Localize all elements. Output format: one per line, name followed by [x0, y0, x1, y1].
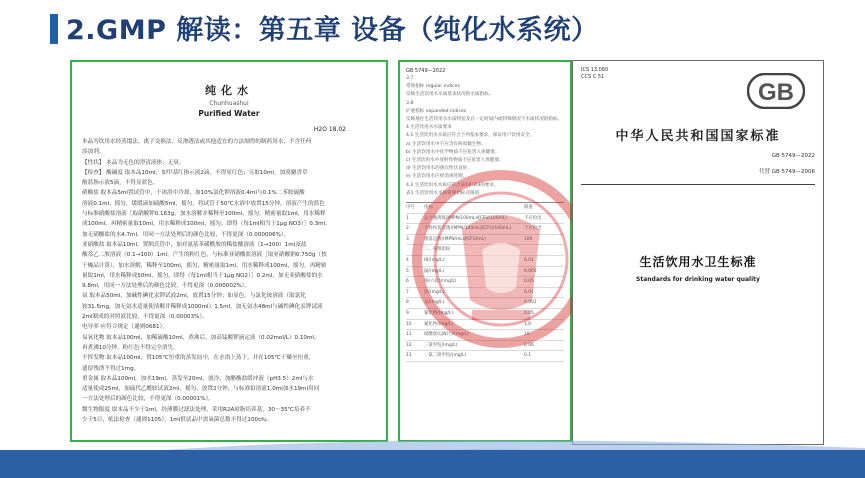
table-cell: 1 [406, 215, 409, 221]
table-cell: 11 [406, 332, 412, 338]
table-cell: 0.05 [524, 310, 534, 316]
inner-page-line: d) 生活饮用水的感官性状良好； [406, 166, 472, 172]
table-cell: 菌落总数/(MPN/mL或CFU/mL) [424, 236, 486, 242]
ccs-code: CCS C 51 [581, 74, 605, 80]
table-row [406, 214, 564, 225]
table-cell: 3 [406, 236, 409, 242]
table-row [406, 245, 564, 256]
table-row [406, 235, 564, 246]
monograph-line: 再煮沸10分钟，粉红色不得完全消失。 [82, 344, 179, 351]
monograph-line: 【性状】 本品为无色的澄清液体；无臭。 [82, 159, 185, 166]
monograph-line: 酸萘乙二胺溶液（0.1→100）1ml，产生的粉红色，与标准亚硝酸盐溶液［取亚硝酸钠0.750g（按 [82, 252, 327, 259]
monograph-line: 加无硝酸盐的水4.7ml，用同一方法处理后的颜色比较，不得更深（0.000006%）。 [82, 231, 290, 238]
page-header-code: GB 5749—2022 [406, 68, 446, 74]
monograph-body [82, 137, 376, 425]
monograph-line: 酚蓝指示液5滴，不得显蓝色。 [82, 180, 159, 187]
table-row [406, 288, 564, 299]
table-row [406, 298, 564, 309]
table-cell: 0.01 [524, 258, 534, 264]
monograph-line: 与标准硝酸盐溶液［取硝酸钾0.163g，加水溶解并稀释至100ml，摇匀，精密量取1ml，用水稀释 [82, 211, 326, 218]
monograph-line: 一方法处理后的颜色比较，不得更深（0.00001%）。 [82, 396, 214, 403]
inner-page-line: c) 生活饮用水中放射性物质不应危害人体健康； [406, 158, 504, 164]
table-row [406, 267, 564, 278]
inner-page-line: 3.7 [406, 76, 414, 81]
table-row [406, 320, 564, 331]
monograph-line: 微生物限度 取本品不少于1ml，经薄膜过滤法处理，采用R2A琼脂培养基，30～35℃培养不 [82, 406, 311, 413]
ics-code: ICS 13.060 [581, 67, 609, 73]
monograph-line: 2ml制成的对照液比较，不得更深（0.00003%）。 [82, 314, 208, 321]
purified-water-monograph [70, 60, 388, 442]
monograph-line: 量取1ml，用水稀释成50ml，摇匀，即得（每1ml相当于1μg NO2）］0.2ml，加无亚硝酸盐的水 [82, 272, 323, 279]
national-standard-heading: 中华人民共和国国家标准 [615, 129, 781, 144]
table-cell: 氟化物/(mg/L) [424, 321, 454, 327]
inner-page-line: 常规指标 regular indices [406, 84, 460, 90]
table-cell: 2 [406, 226, 409, 232]
monograph-line: 少于5日，依法检查（通则1105），1ml供试品中需氧菌总数不得过100cfu。 [82, 417, 273, 424]
table-row [406, 203, 564, 214]
monograph-title: 纯化水 [205, 84, 253, 97]
table-cell: 铅/(mg/L) [424, 289, 445, 295]
monograph-line: 9.8ml，用同一方法处理后的颜色比较，不得更深（0.000002%）。 [82, 283, 251, 290]
table-row [406, 224, 564, 235]
title-accent-bar [50, 14, 58, 44]
monograph-line: 铵31.5mg，加无氨水适量使溶解并稀释成1000ml）1.5ml，加无氨水48ml与碱性碘化汞钾试液 [82, 303, 323, 310]
inner-page-line: a) 生活饮用水中不应含有病原微生物； [406, 141, 486, 147]
table-cell: 0.001 [524, 300, 537, 306]
standard-english-title: Standards for drinking water quality [636, 276, 760, 283]
table-cell: 7 [406, 289, 409, 295]
table-cell [406, 245, 424, 255]
table-cell: 8 [406, 300, 409, 306]
table-cell: 4 [406, 258, 409, 264]
table-cell: 二、毒理指标 [424, 247, 451, 253]
table-cell: 砷/(mg/L) [424, 258, 445, 264]
inner-page-line: b) 生活饮用水中化学物质不应危害人体健康； [406, 149, 500, 155]
slide-title: 2.GMP 解读：第五章 设备（纯化水系统） [66, 15, 599, 46]
table-cell: 限值 [524, 205, 533, 211]
gb5749-inner-page [398, 60, 572, 442]
table-cell: 镉/(mg/L) [424, 268, 445, 274]
standard-title: 生活饮用水卫生标准 [639, 255, 757, 269]
table-cell: 0.06 [524, 342, 534, 348]
table-row [406, 330, 564, 341]
gb-logo-icon [747, 73, 805, 109]
inner-page-line: 4.2 生活饮用水水质应符合表1和表3的要求。 [406, 182, 499, 188]
table-cell: 0.01 [524, 289, 534, 295]
table-cell: 指标 [424, 205, 433, 211]
table-cell: 9 [406, 310, 409, 316]
water-quality-table [406, 202, 564, 362]
table-cell: 硝酸盐(以N计)/(mg/L) [424, 332, 469, 338]
monograph-line: 【检查】 酸碱度 取本品10ml，加甲基红指示液2滴，不得显红色；另取10ml，加溴麝香草 [82, 169, 308, 176]
table-cell: 铬(六价)/(mg/L) [424, 279, 457, 285]
standard-number: GB 5749—2022 [771, 153, 815, 159]
inner-page-line: e) 生活饮用水应经消毒处理。 [406, 174, 468, 180]
monograph-line: 添加剂。 [82, 149, 105, 156]
table-cell: 100 [524, 236, 533, 242]
inner-page-line: 4 生活饮用水水质要求 [406, 125, 452, 131]
table-cell: 一氯二溴甲烷/(mg/L) [424, 353, 467, 359]
table-cell: 大肠埃希氏菌/(MPN/100mL或CFU/100mL) [424, 226, 512, 232]
table-cell: 12 [406, 342, 412, 348]
table-cell: 三氯甲烷/(mg/L) [424, 342, 458, 348]
monograph-line: 适量使成25ml，加硫代乙酰胺试液2ml，摇匀，放置2分钟，与标准铅溶液1.0ml加水19ml用同 [82, 386, 320, 393]
inner-page-line: 反映生活饮用水水质基本状况的水质指标。 [406, 92, 494, 98]
monograph-line: 电导率 应符合规定（通则0681）。 [82, 324, 168, 331]
table-cell: 不应检出 [524, 226, 542, 232]
monograph-formula: H2O 18.02 [313, 126, 346, 133]
table-row [406, 351, 564, 362]
table-row [406, 256, 564, 267]
inner-page-body [406, 75, 564, 198]
monograph-english-title: Purified Water [198, 109, 260, 118]
monograph-line: 成100ml，再精密量取10ml，用水稀释成100ml，摇匀，即得（每1ml相当于1μg NO3）］0.3ml， [82, 221, 331, 228]
table-cell: 10 [406, 321, 412, 327]
monograph-line: 硝酸盐 取本品5ml置试管中，于冰浴中冷却，加10%氯化钾溶液0.4ml与0.1%二苯胺硫酸 [82, 190, 305, 197]
monograph-pinyin: Chunhuashui [209, 100, 249, 107]
table-row [406, 277, 564, 288]
table-cell: 10 [524, 332, 530, 338]
monograph-line: 不挥发物 取本品100ml，置105℃恒重的蒸发皿中，在水浴上蒸干，并在105℃干燥至恒重， [82, 355, 315, 362]
table-cell: 0.05 [524, 279, 534, 285]
table-cell: 不应检出 [524, 215, 542, 221]
monograph-line: 易氧化物 取本品100ml，加稀硫酸10ml，煮沸后，加高锰酸钾滴定液（0.02mol/L）0.10ml， [82, 334, 320, 341]
monograph-line: 氨 取本品50ml，加碱性碘化汞钾试液2ml，放置15分钟；如显色，与氯化铵溶液（取氯化 [82, 293, 306, 300]
table-row [406, 341, 564, 352]
replaces-standard: 代替 GB 5749—2006 [758, 169, 815, 175]
table-cell: 0.1 [524, 353, 531, 359]
inner-page-line: 扩展指标 expanded indices [406, 108, 467, 114]
monograph-line: 亚硝酸盐 取本品10ml，置纳氏管中，加对氨基苯磺酰胺的稀盐酸溶液（1→100）1ml及盐 [82, 241, 307, 248]
gb-logo-text: GB [758, 79, 794, 106]
table-cell: 0.005 [524, 268, 537, 274]
inner-page-line: 3.8 [406, 100, 414, 106]
table-cell: 6 [406, 279, 409, 285]
footer-bar [0, 450, 865, 478]
table-cell: 总大肠菌群/(MPN/100mL或CFU/100mL) [424, 215, 507, 221]
table-cell: 13 [406, 353, 412, 359]
monograph-line: 本品为饮用水经蒸馏法、离子交换法、反渗透法或其他适宜的方法制得的制药用水，不含任何 [82, 139, 312, 145]
table-cell: 汞/(mg/L) [424, 300, 445, 306]
divider [581, 184, 815, 185]
monograph-line: 遗留残渣不得过1mg。 [82, 365, 140, 372]
gb-standard-cover [572, 60, 824, 445]
monograph-line: 溶液0.1ml，摇匀，缓缓滴加硫酸5ml，摇匀，将试管于50℃水浴中放置15分钟，溶液产生的蓝色 [82, 200, 325, 207]
table-cell: 5 [406, 268, 409, 274]
table-cell: 1.0 [524, 321, 531, 327]
inner-page-line: 反映地区生活饮用水水质特征及在一定时间内或特殊情况下水质状况的指标。 [406, 117, 563, 123]
monograph-line: 重金属 取本品100ml，加水19ml，蒸发至20ml，放冷，加醋酸盐缓冲液（pH3.5）2ml与水 [82, 375, 314, 382]
monograph-line: 干燥品计算），加水溶解，稀释至100ml，摇匀，精密量取1ml，用水稀释成100ml，摇匀，再精密 [82, 262, 327, 269]
table-cell: 序号 [406, 205, 415, 211]
inner-page-line: 4.1 生活饮用水水质应符合下列基本要求，保证用户饮用安全。 [406, 133, 535, 139]
inner-page-line: 表1 生活饮用水水质常规指标及限值 [406, 190, 480, 196]
table-row [406, 309, 564, 320]
table-cell: 氰化物/(mg/L) [424, 310, 454, 316]
